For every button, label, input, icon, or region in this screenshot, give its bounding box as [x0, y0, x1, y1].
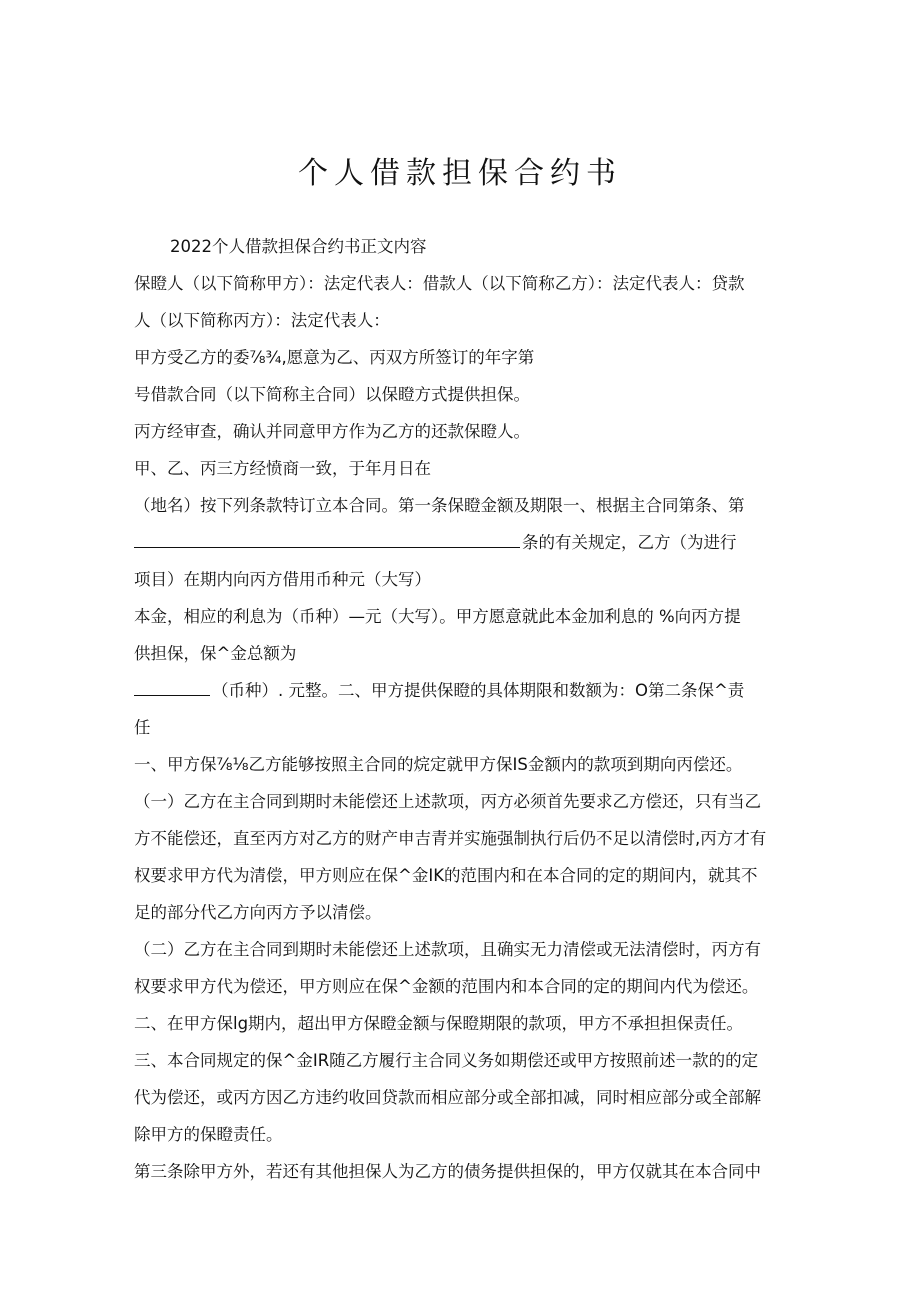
- body-line: [134, 339, 794, 376]
- body-line: [134, 302, 794, 339]
- text-line: （地名）按下列条款特订立本合同。第一条保瞪金额及期限一、根据主合同第条、第: [134, 496, 745, 515]
- text-line: 二、在甲方保lg期内，超出甲方保瞪金额与保瞪期限的款项，甲方不承担担保责任。: [134, 1014, 744, 1033]
- body-line: [134, 376, 794, 413]
- body-line: [134, 265, 794, 302]
- body-line: [134, 894, 794, 931]
- text-line: 条的有关规定，乙方（为进行: [522, 533, 737, 552]
- document-body: [134, 228, 794, 1190]
- text-line: 除甲方的保瞪责任。: [134, 1125, 283, 1144]
- text-line: 方不能偿还，直至丙方对乙方的财产申吉青并实施强制执行后仍不足以清偿时,丙方才有: [134, 829, 767, 848]
- body-line: [134, 1005, 794, 1042]
- fill-in-blank: [134, 677, 210, 696]
- text-line: 一、甲方保⅞⅛乙方能够按照主合同的烷定就甲方保IS金额内的款项到期向丙偿还。: [134, 755, 743, 774]
- body-line: [134, 1116, 794, 1153]
- text-line: 甲、乙、丙三方经愤商一致，于年月日在: [134, 459, 431, 478]
- fill-in-blank: [134, 529, 520, 548]
- body-line: [134, 672, 794, 709]
- body-line: [134, 598, 794, 635]
- text-line: 供担保，保^金总额为: [134, 644, 297, 663]
- text-line: 甲方受乙方的委⅞¾,愿意为乙、丙双方所签订的年字第: [134, 348, 535, 367]
- document-title: 个人借款担保合约书: [298, 156, 622, 191]
- body-line: [134, 635, 794, 672]
- text-line: 任: [134, 718, 151, 737]
- body-line: [134, 820, 794, 857]
- text-line: 项目）在期内向丙方借用币种元（大写）: [134, 570, 431, 589]
- body-line: [134, 857, 794, 894]
- text-line: 本金，相应的利息为（币种）—元（大写）。甲方愿意就此本金加利息的 %向丙方提: [134, 607, 741, 626]
- text-line: 号借款合同（以下简称主合同）以保瞪方式提供担保。: [134, 385, 530, 404]
- body-line: [134, 487, 794, 524]
- parties-line: 人（以下简称丙方）：法定代表人：: [134, 311, 390, 330]
- text-line: 代为偿还，或丙方因乙方违约收回贷款而相应部分或全部扣减，同时相应部分或全部解: [134, 1088, 761, 1107]
- text-line: 三、本合同规定的保^金IR随乙方履行主合同义务如期偿还或甲方按照前述一款的的定: [134, 1051, 759, 1070]
- text-line: （币种）. 元整。二、甲方提供保瞪的具体期限和数额为：O第二条保^责: [212, 681, 745, 700]
- body-line: [134, 783, 794, 820]
- body-line: [134, 1079, 794, 1116]
- body-line: [134, 1153, 794, 1190]
- text-line: 权要求甲方代为清偿，甲方则应在保^金IK的范围内和在本合同的定的期间内，就其不: [134, 866, 758, 885]
- body-line: [134, 561, 794, 598]
- body-line: [134, 709, 794, 746]
- parties-line: 保瞪人（以下简称甲方）：法定代表人：借款人（以下简称乙方）：法定代表人：贷款: [134, 274, 745, 293]
- text-line: 丙方经审查，确认并同意甲方作为乙方的还款保瞪人。: [134, 422, 530, 441]
- body-line: [134, 413, 794, 450]
- body-line: [134, 228, 794, 265]
- body-line: [134, 968, 794, 1005]
- text-line: （二）乙方在主合同到期时未能偿还上述款项，且确实无力清偿或无法清偿时，丙方有: [134, 940, 761, 959]
- text-line: 权要求甲方代为偿还，甲方则应在保^金额的范围内和本合同的定的期间内代为偿还。: [134, 977, 759, 996]
- body-line: [134, 746, 794, 783]
- text-line: （一）乙方在主合同到期时未能偿还上述款项，丙方必须首先要求乙方偿还，只有当乙: [134, 792, 761, 811]
- text-line: 第三条除甲方外，若还有其他担保人为乙方的债务提供担保的，甲方仅就其在本合同中: [134, 1162, 761, 1181]
- subtitle-line: 2022个人借款担保合约书正文内容: [170, 237, 427, 256]
- body-line: [134, 450, 794, 487]
- body-line: [134, 1042, 794, 1079]
- text-line: 足的部分代乙方向丙方予以清偿。: [134, 903, 382, 922]
- body-line: [134, 931, 794, 968]
- body-line: [134, 524, 794, 561]
